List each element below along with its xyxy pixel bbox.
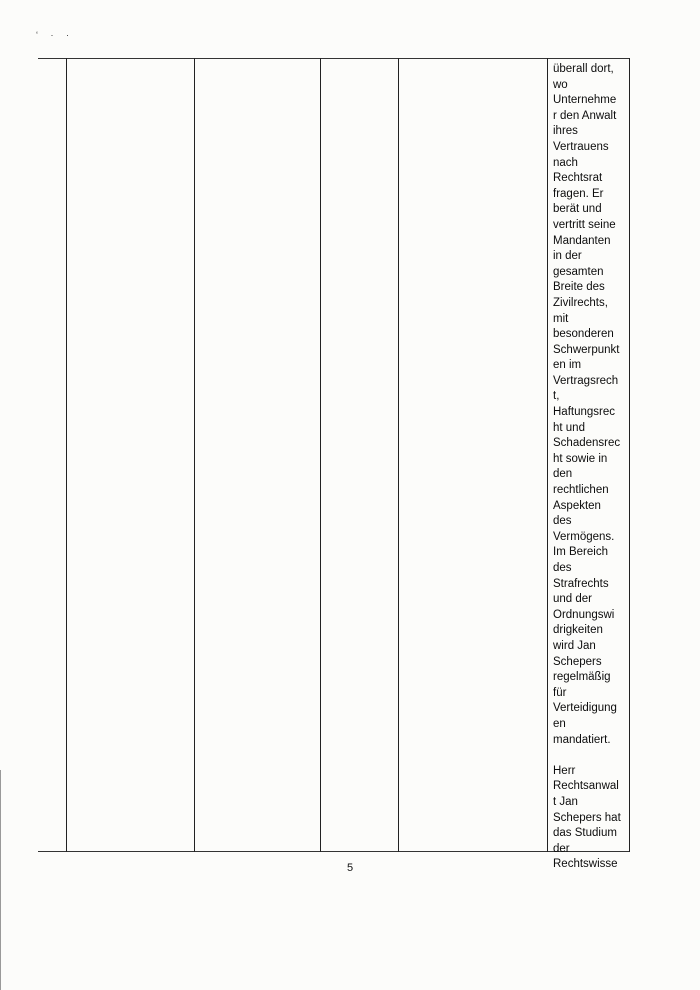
cell-text-line: Mandanten: [553, 234, 611, 247]
cell-text-line: Verteidigung: [553, 702, 617, 715]
cell-text-line: t Jan: [553, 795, 578, 808]
page-number: 5: [346, 862, 354, 874]
cell-paragraph-2: [553, 764, 627, 873]
cell-text-line: Haftungsrec: [553, 406, 616, 419]
cell-text-line: ht und: [553, 421, 585, 434]
cell-text-line: für: [553, 686, 567, 699]
cell-text-line: gesamten: [553, 265, 604, 278]
table-column-border-4: [398, 58, 399, 852]
table-column-border-3: [320, 58, 321, 852]
table-column-border-5: [547, 58, 548, 852]
cell-text-line: Vermögens.: [553, 530, 615, 543]
cell-text-line: vertritt seine: [553, 218, 616, 231]
cell-text-line: regelmäßig: [553, 671, 611, 684]
scan-header-marks: ‘ · ·: [36, 30, 74, 40]
table-bottom-rule: [38, 851, 630, 852]
cell-text-line: berät und: [553, 203, 602, 216]
cell-text-line: Herr: [553, 764, 576, 777]
cell-text-line: r den Anwalt: [553, 109, 617, 122]
cell-text-line: mit: [553, 312, 569, 325]
cell-text-line: Breite des: [553, 281, 605, 294]
cell-text-line: überall dort,: [553, 63, 614, 75]
cell-text-line: drigkeiten: [553, 624, 603, 637]
cell-text-line: in der: [553, 250, 582, 263]
cell-text-line: Rechtsrat: [553, 172, 603, 185]
document-table: [38, 58, 630, 871]
cell-text-line: wo: [553, 78, 568, 91]
cell-text-line: besonderen: [553, 328, 614, 341]
cell-text-line: ht sowie in: [553, 452, 608, 465]
cell-text-line: Rechtsanwal: [553, 780, 619, 793]
cell-text-line: Aspekten: [553, 499, 601, 512]
cell-text-line: Unternehme: [553, 94, 617, 107]
cell-paragraph-1: [553, 62, 627, 748]
cell-text-line: en im: [553, 359, 582, 372]
paragraph-gap: [553, 748, 627, 764]
cell-text-line: Vertrauens: [553, 140, 609, 153]
cell-text-line: des: [553, 562, 572, 574]
cell-text-line: Ordnungswi: [553, 608, 615, 621]
scan-edge-line: [0, 770, 1, 990]
cell-text-line: Zivilrechts,: [553, 296, 608, 309]
cell-text-line: en: [553, 717, 566, 730]
cell-text-line: Schepers hat: [553, 811, 621, 824]
cell-text-line: rechtlichen: [553, 484, 609, 497]
cell-text-line: des: [553, 515, 572, 528]
table-cell-text: [553, 62, 627, 873]
table-column-border-2: [194, 58, 195, 852]
cell-text-line: fragen. Er: [553, 187, 604, 200]
cell-text-line: Vertragsrech: [553, 374, 619, 387]
cell-text-line: Rechtswisse: [553, 858, 618, 871]
cell-text-line: das Studium: [553, 827, 617, 840]
cell-text-line: wird Jan: [553, 639, 596, 652]
cell-text-line: und der: [553, 593, 593, 606]
cell-text-line: ihres: [553, 125, 578, 138]
table-top-rule: [38, 58, 630, 59]
cell-text-line: t,: [553, 390, 560, 403]
cell-text-line: den: [553, 468, 573, 481]
cell-text-line: nach: [553, 156, 578, 169]
table-column-border-6: [629, 58, 630, 852]
cell-text-line: Strafrechts: [553, 577, 609, 590]
table-column-border-1: [66, 58, 67, 852]
cell-text-line: mandatiert.: [553, 733, 611, 746]
cell-text-line: der: [553, 842, 570, 855]
cell-text-line: Im Bereich: [553, 546, 608, 559]
cell-text-line: Schwerpunkt: [553, 343, 620, 356]
cell-text-line: Schepers: [553, 655, 602, 668]
cell-text-line: Schadensrec: [553, 437, 621, 450]
